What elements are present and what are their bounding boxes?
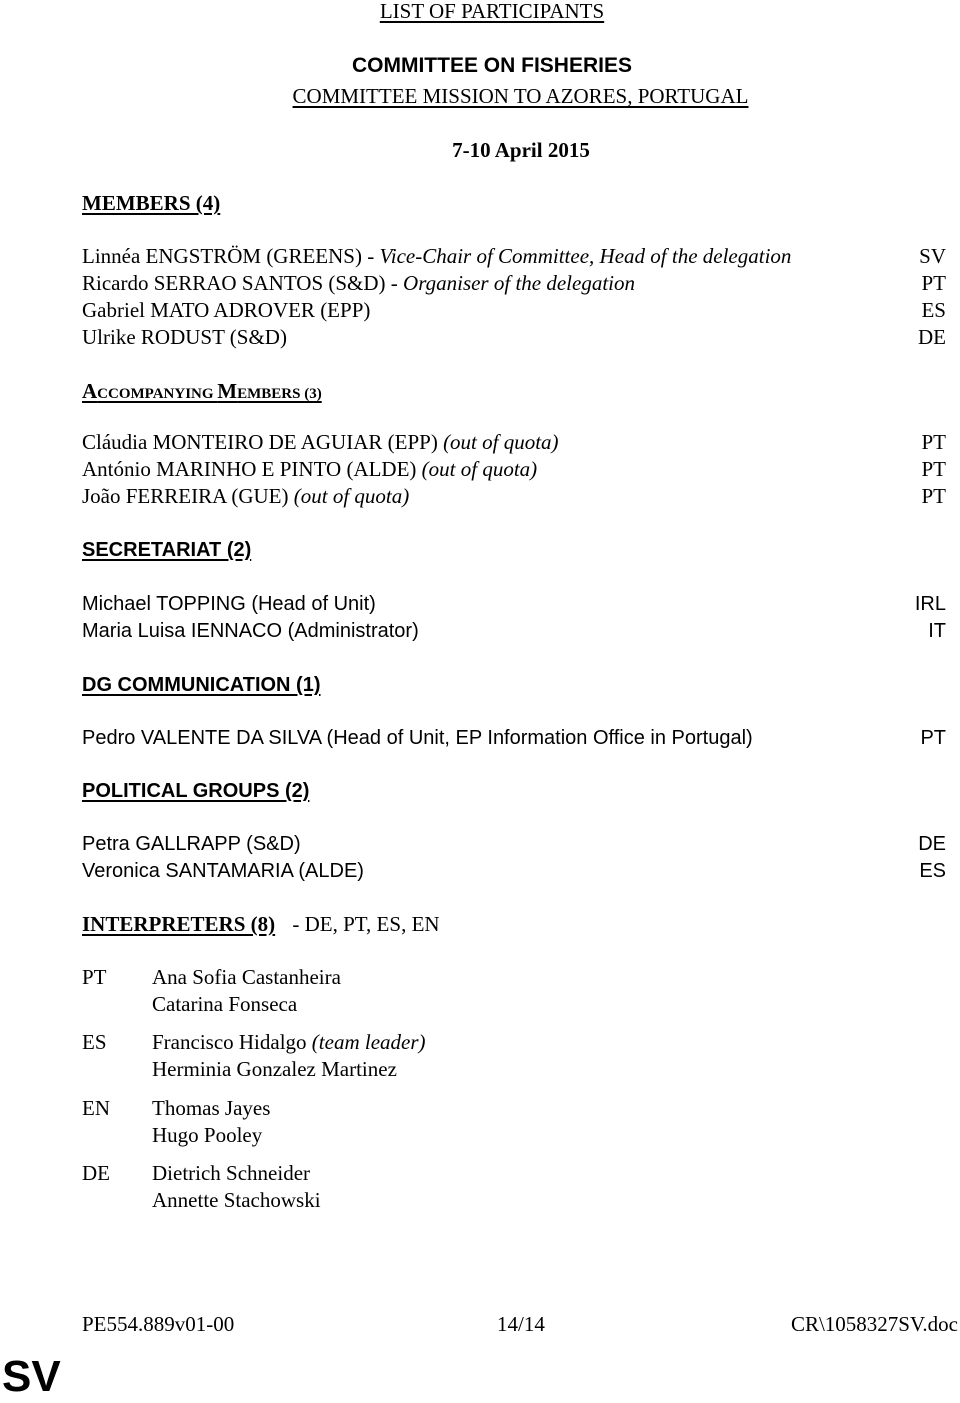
committee-title: [0, 53, 960, 79]
mission-title-text: COMMITTEE MISSION TO AZORES, PORTUGAL: [292, 84, 749, 108]
interpreter-name: Annette Stachowski: [152, 1188, 321, 1212]
interpreter-name: Catarina Fonseca: [152, 992, 298, 1016]
member-row: [82, 297, 370, 324]
interpreters-heading: INTERPRETERS (8): [82, 912, 276, 936]
mission-dates: [0, 137, 960, 163]
interpreter-note: (team leader): [311, 1030, 426, 1054]
accompanying-heading-small: EMBERS (3): [237, 386, 322, 402]
member-row: [82, 243, 791, 270]
mission-dates-text: 7-10 April 2015: [452, 138, 590, 162]
interpreter-name: Dietrich Schneider: [152, 1161, 311, 1185]
interpreter-lang: EN: [82, 1096, 110, 1120]
accompanying-note: (out of quota): [293, 484, 410, 508]
accompanying-heading: [82, 378, 322, 405]
political-group-country: DE: [918, 833, 946, 855]
interpreter-name: Hugo Pooley: [152, 1123, 263, 1147]
dg-communication-row: Pedro VALENTE DA SILVA (Head of Unit, EP Information Office in Portugal): [82, 727, 753, 749]
member-name: Ulrike RODUST (S&D): [82, 325, 287, 349]
accompanying-heading-cap: M: [217, 379, 238, 403]
secretariat-heading: SECRETARIAT (2): [82, 539, 252, 561]
interpreters-heading-row: [82, 911, 440, 938]
member-name: Linnéa ENGSTRÖM (GREENS) -: [82, 244, 380, 268]
member-country: PT: [921, 271, 946, 295]
interpreter-lang: ES: [82, 1030, 107, 1054]
language-marker: SV: [2, 1352, 61, 1401]
accompanying-row: [82, 429, 559, 456]
accompanying-name: João FERREIRA (GUE): [82, 484, 294, 508]
mission-title: [0, 83, 960, 109]
interpreter-name: Francisco Hidalgo: [152, 1030, 312, 1054]
secretariat-row: Michael TOPPING (Head of Unit): [82, 593, 376, 615]
member-country: DE: [918, 325, 946, 349]
political-group-row: Veronica SANTAMARIA (ALDE): [82, 860, 364, 882]
committee-title-text: COMMITTEE ON FISHERIES: [351, 54, 632, 77]
dg-communication-country: PT: [920, 727, 946, 749]
interpreter-name: Herminia Gonzalez Martinez: [152, 1057, 397, 1081]
secretariat-country: IT: [928, 620, 946, 642]
member-name: Gabriel MATO ADROVER (EPP): [82, 298, 371, 322]
accompanying-country: PT: [921, 484, 946, 508]
footer-doc: CR\1058327SV.doc: [790, 1312, 958, 1336]
secretariat-country: IRL: [914, 593, 946, 615]
interpreters-languages: - DE, PT, ES, EN: [292, 912, 440, 936]
political-group-country: ES: [919, 860, 946, 882]
accompanying-row: [82, 456, 537, 483]
member-name: Ricardo SERRAO SANTOS (S&D) -: [82, 271, 404, 295]
member-country: ES: [921, 298, 946, 322]
political-group-row: Petra GALLRAPP (S&D): [82, 833, 301, 855]
list-title-text: LIST OF PARTICIPANTS: [379, 0, 605, 23]
accompanying-country: PT: [921, 430, 946, 454]
interpreter-name-row: [152, 1029, 426, 1056]
dg-communication-heading: DG COMMUNICATION (1): [82, 674, 321, 696]
footer-page: 14/14: [497, 1312, 545, 1336]
accompanying-heading-cap: A: [82, 379, 98, 403]
members-heading: MEMBERS (4): [82, 191, 221, 215]
accompanying-row: [82, 483, 409, 510]
accompanying-country: PT: [921, 457, 946, 481]
accompanying-name: Cláudia MONTEIRO DE AGUIAR (EPP): [82, 430, 444, 454]
footer-ref: PE554.889v01-00: [82, 1312, 235, 1336]
interpreter-name: Ana Sofia Castanheira: [152, 965, 341, 989]
member-role: Organiser of the delegation: [403, 271, 635, 295]
accompanying-name: António MARINHO E PINTO (ALDE): [82, 457, 422, 481]
interpreter-lang: PT: [82, 965, 107, 989]
interpreter-name: Thomas Jayes: [152, 1096, 271, 1120]
member-country: SV: [919, 244, 946, 268]
accompanying-note: (out of quota): [443, 430, 559, 454]
member-role: Vice-Chair of Committee, Head of the delegation: [379, 244, 792, 268]
list-title: [0, 0, 960, 24]
secretariat-row: Maria Luisa IENNACO (Administrator): [82, 620, 419, 642]
member-row: [82, 270, 635, 297]
member-row: [82, 324, 287, 351]
accompanying-heading-small: CCOMPANYING: [97, 386, 218, 402]
political-groups-heading: POLITICAL GROUPS (2): [82, 780, 310, 802]
accompanying-note: (out of quota): [421, 457, 538, 481]
interpreter-lang: DE: [82, 1161, 110, 1185]
